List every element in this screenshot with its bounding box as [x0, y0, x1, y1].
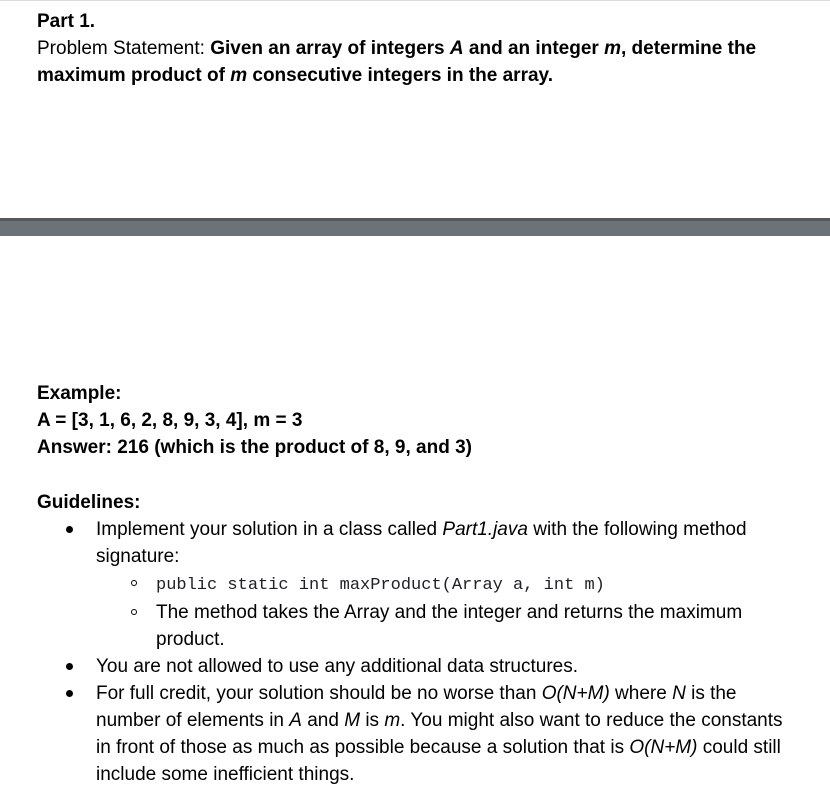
guideline-3-text-7: could still include some inefficient things.	[96, 737, 781, 785]
var-m: m	[604, 38, 621, 59]
guideline-item-3	[37, 680, 797, 788]
guideline-3-text-4: and	[301, 710, 345, 731]
problem-text-4: consecutive integers in the array.	[247, 65, 553, 86]
sub-bullet-icon	[131, 609, 137, 615]
example-section	[37, 380, 472, 461]
part-title: Part 1.	[37, 11, 96, 32]
guideline-1-sublist	[96, 570, 797, 653]
method-signature: public static int maxProduct(Array a, int m)	[156, 576, 605, 595]
var-a-2: A	[289, 710, 302, 731]
problem-text-1: Given an array of integers	[210, 38, 450, 59]
guidelines-heading: Guidelines:	[37, 492, 141, 513]
example-heading: Example:	[37, 383, 122, 404]
var-n: N	[672, 683, 686, 704]
bullet-icon	[66, 663, 73, 670]
guideline-item-2	[37, 653, 797, 680]
problem-text-2: and an integer	[463, 38, 605, 59]
problem-statement	[37, 35, 807, 89]
bullet-icon	[66, 690, 73, 697]
guideline-3-text-6: . You might also want to reduce the constants in front of those as much as possible because a solution that is	[96, 710, 783, 758]
var-m-3: m	[384, 710, 401, 731]
class-name: Part1.java	[442, 519, 528, 540]
guideline-3-text-3: is the number of elements in	[96, 683, 737, 731]
bullet-icon	[66, 526, 73, 533]
example-input: A = [3, 1, 6, 2, 8, 9, 3, 4], m = 3	[37, 410, 303, 431]
guideline-3-text-1: For full credit, your solution should be no worse than	[96, 683, 542, 704]
sub-item-description	[96, 599, 797, 653]
page-1	[0, 0, 830, 218]
guideline-item-1	[37, 516, 797, 653]
guidelines-list	[37, 516, 797, 788]
guideline-1-text-2: with the following method signature:	[96, 519, 747, 567]
big-o-2: O(N+M)	[629, 737, 698, 758]
page-separator	[0, 218, 830, 236]
guideline-3-text-2: where	[609, 683, 673, 704]
example-answer: Answer: 216 (which is the product of 8, 9, and 3)	[37, 437, 472, 458]
method-description: The method takes the Array and the integer and returns the maximum product.	[156, 602, 743, 650]
sub-item-signature	[96, 570, 797, 599]
problem-prefix: Problem Statement:	[37, 38, 211, 59]
guideline-1-text-1: Implement your solution in a class called	[96, 519, 443, 540]
var-m-2: m	[230, 65, 248, 86]
problem-text-3: , determine the maximum product of	[37, 38, 757, 86]
big-o: O(N+M)	[541, 683, 610, 704]
guideline-3-text-5: is	[360, 710, 385, 731]
var-m-upper: M	[344, 710, 361, 731]
var-a: A	[449, 38, 464, 59]
guideline-2-text: You are not allowed to use any additional data structures.	[96, 656, 579, 677]
sub-bullet-icon	[131, 580, 137, 586]
